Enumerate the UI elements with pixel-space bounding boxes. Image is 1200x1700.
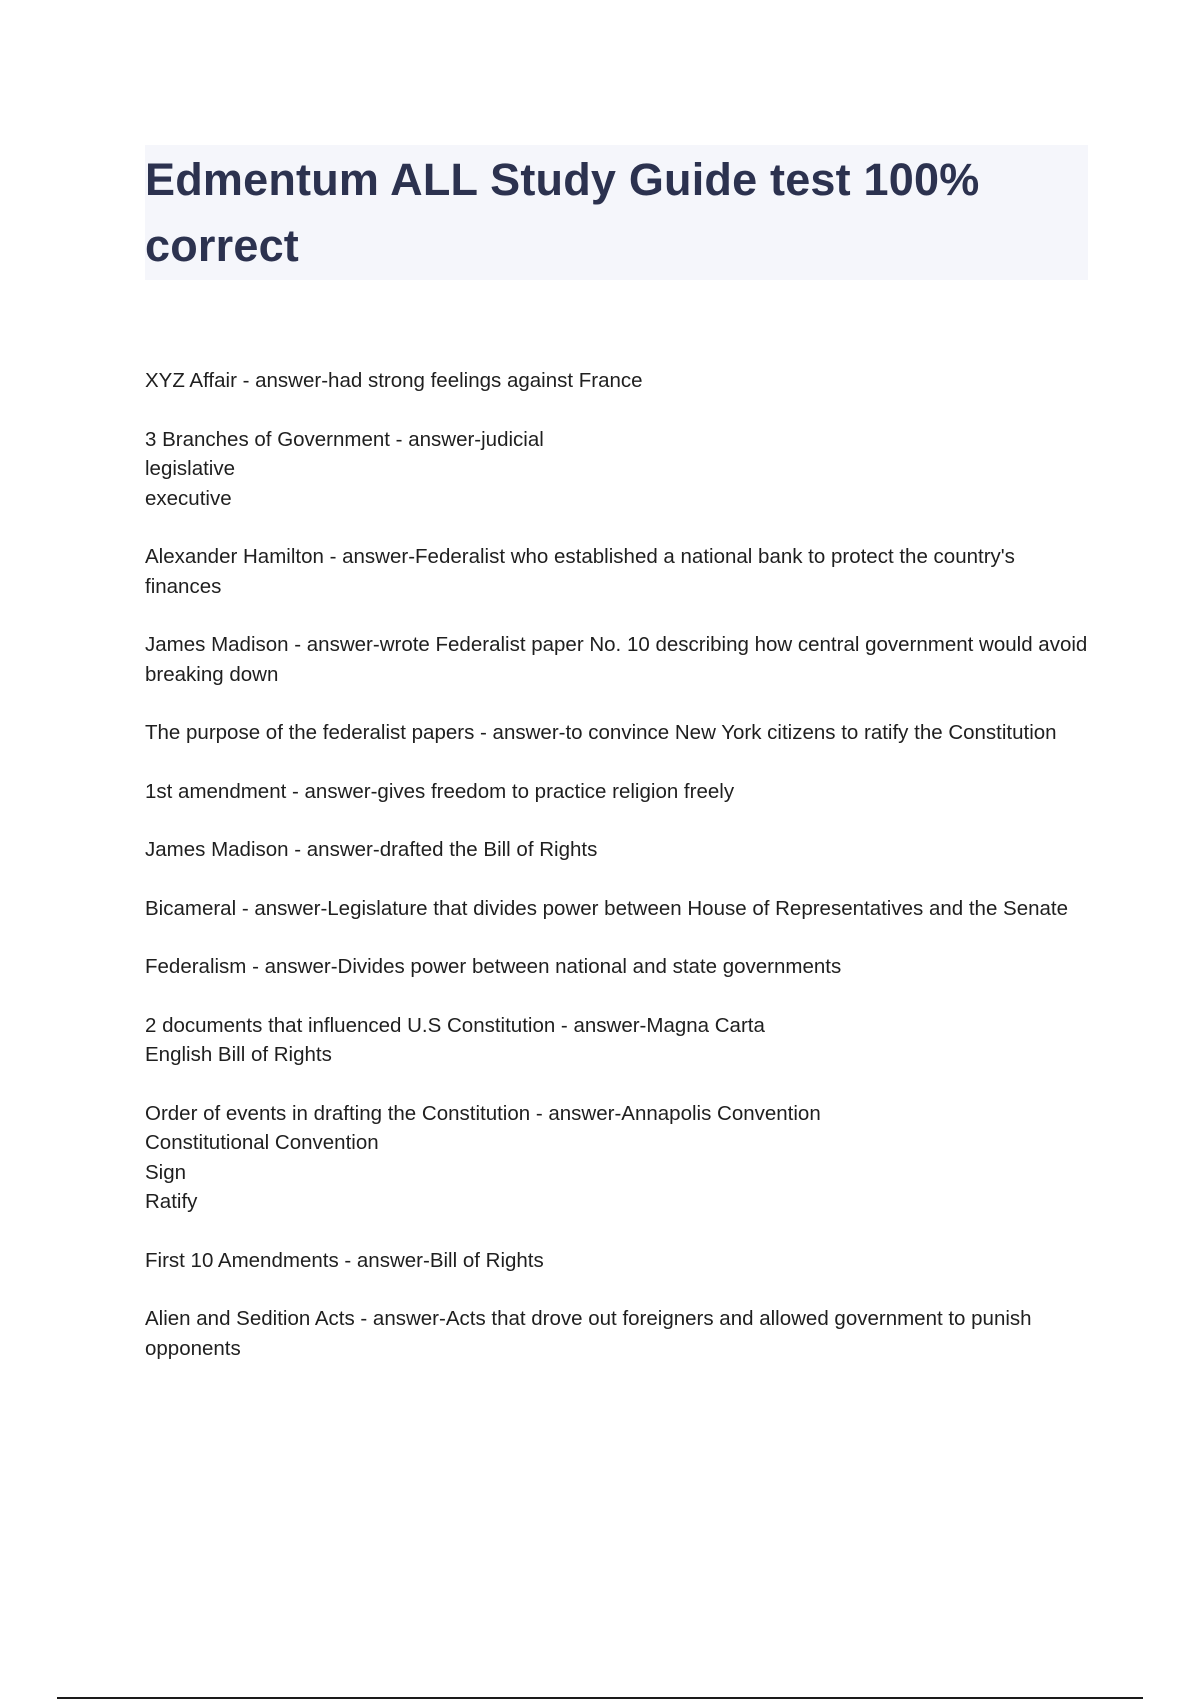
qa-item: The purpose of the federalist papers - answer-to convince New York citizens to ratify the Constitution	[145, 721, 1057, 744]
qa-item: XYZ Affair - answer-had strong feelings against France	[145, 369, 643, 392]
qa-item: Order of events in drafting the Constitution - answer-Annapolis Convention Constitutional Convention Sign Ratify	[145, 1101, 821, 1213]
footer-divider	[57, 1697, 1143, 1699]
qa-item: First 10 Amendments - answer-Bill of Rights	[145, 1248, 544, 1272]
qa-item: Alien and Sedition Acts - answer-Acts that drove out foreigners and allowed government to punish opponents	[145, 1307, 1032, 1360]
qa-item: James Madison - answer-drafted the Bill of Rights	[145, 838, 598, 861]
page-title: Edmentum ALL Study Guide test 100% correct	[145, 154, 980, 271]
qa-item: 3 Branches of Government - answer-judicial legislative executive	[145, 427, 544, 510]
qa-item: Federalism - answer-Divides power between national and state governments	[145, 955, 842, 978]
qa-item: Alexander Hamilton - answer-Federalist who established a national bank to protect the country's finances	[145, 545, 1015, 598]
qa-item: 2 documents that influenced U.S Constitution - answer-Magna Carta English Bill of Rights	[145, 1013, 765, 1066]
qa-list	[145, 366, 1095, 1392]
title-banner	[145, 145, 1088, 280]
qa-item: Bicameral - answer-Legislature that divides power between House of Representatives and the Senate	[145, 896, 1069, 920]
qa-item: 1st amendment - answer-gives freedom to practice religion freely	[145, 779, 735, 803]
qa-item: James Madison - answer-wrote Federalist paper No. 10 describing how central government would avoid breaking down	[145, 633, 1088, 686]
